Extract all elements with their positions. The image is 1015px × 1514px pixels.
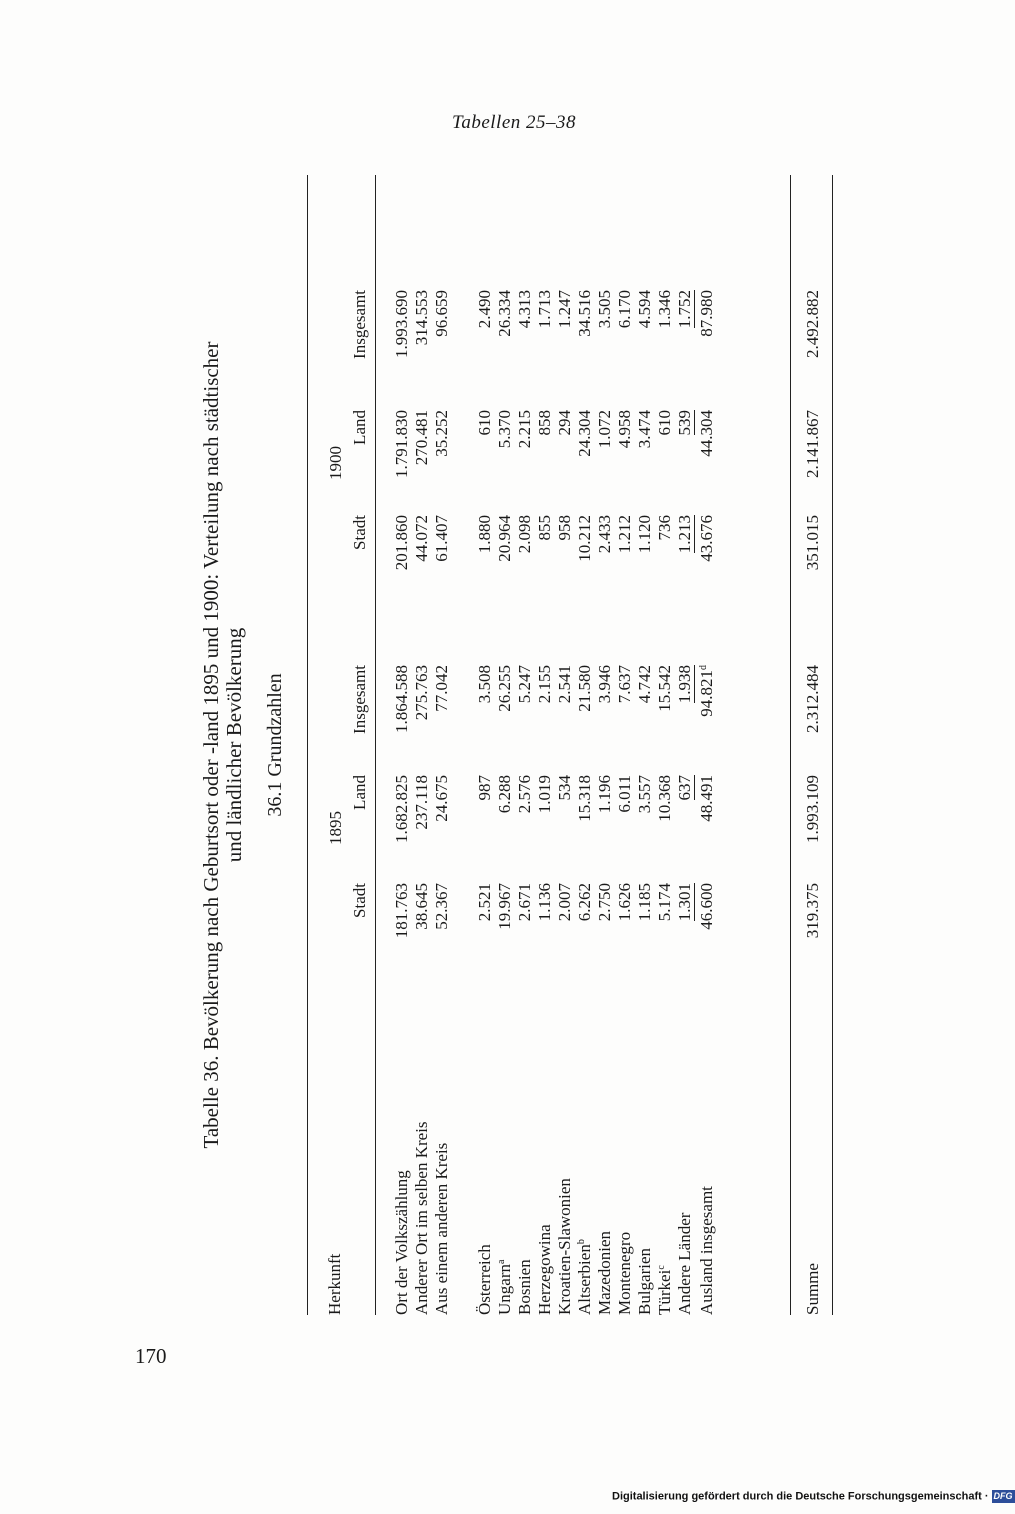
cell-value: 26.334 — [495, 290, 514, 337]
column-header-land: Land — [350, 775, 369, 810]
cell-value: 4.742 — [635, 665, 654, 704]
cell-value: 6.170 — [615, 290, 634, 329]
row-label — [635, 1248, 655, 1315]
cell-value: 2.007 — [555, 883, 574, 922]
cell-value: 6.011 — [615, 775, 634, 813]
cell-value: 1.213 — [675, 515, 694, 554]
cell-value: 7.637 — [615, 665, 634, 704]
cell-value: 15.318 — [575, 775, 594, 822]
year-header-1895: 1895 — [326, 811, 345, 845]
cell-value: 1.626 — [615, 883, 634, 922]
cell-value: 1.346 — [655, 290, 674, 329]
table-cell — [655, 665, 675, 765]
table-cell — [495, 290, 515, 390]
footnote-marker: c — [656, 1265, 667, 1270]
row-label-text: Anderer Ort im selben Kreis — [412, 1121, 431, 1315]
cell-value: 77.042 — [432, 665, 451, 712]
table-cell — [475, 290, 495, 390]
cell-value: 5.370 — [495, 410, 514, 449]
cell-value: 61.407 — [432, 515, 451, 562]
cell-value: 15.542 — [655, 665, 674, 712]
cell-value: 1.301 — [675, 883, 694, 922]
row-label-text: Mazedonien — [595, 1230, 614, 1315]
table-cell — [495, 665, 515, 765]
cell-value: 94.821 — [697, 670, 716, 717]
cell-value: 6.288 — [495, 775, 514, 814]
total-cell: 2.312.484 — [803, 665, 822, 733]
cell-value: 2.098 — [515, 515, 534, 554]
table-cell — [615, 515, 635, 615]
cell-value: 87.980 — [697, 290, 716, 337]
table-cell — [675, 290, 695, 390]
table-cell — [655, 290, 675, 390]
cell-value: 1.880 — [475, 515, 494, 554]
cell-value: 38.645 — [412, 883, 431, 930]
cell-value: 43.676 — [697, 515, 716, 562]
cell-value: 858 — [535, 410, 554, 436]
column-header-stadt: Stadt — [350, 515, 369, 550]
header-rule — [375, 175, 376, 1315]
table-cell — [432, 665, 452, 765]
table-cell — [495, 883, 515, 983]
table-cell — [515, 775, 535, 875]
pre-total-rule — [790, 175, 791, 1315]
cell-value: 6.262 — [575, 883, 594, 922]
cell-value: 2.433 — [595, 515, 614, 554]
table-title-line2: und ländlicher Bevölkerung — [222, 627, 246, 863]
cell-value: 237.118 — [412, 775, 431, 830]
table-cell — [515, 883, 535, 983]
cell-value: 2.750 — [595, 883, 614, 922]
cell-value: 201.860 — [392, 515, 411, 571]
table-cell — [515, 410, 535, 510]
running-header: Tabellen 25–38 — [452, 112, 576, 133]
cell-value: 5.174 — [655, 883, 674, 922]
table-cell — [535, 665, 555, 765]
total-cell: 1.993.109 — [803, 775, 822, 843]
cell-value: 736 — [655, 515, 674, 541]
row-label-text: Türkei — [655, 1269, 674, 1315]
cell-value: 24.675 — [432, 775, 451, 822]
cell-value: 44.304 — [697, 410, 716, 457]
cell-value: 1.791.830 — [392, 410, 411, 478]
table-cell — [475, 410, 495, 510]
footer-text: Digitalisierung gefördert durch die Deutsche Forschungsgemeinschaft · — [612, 1490, 989, 1503]
table-cell — [475, 665, 495, 765]
table-cell — [575, 665, 595, 765]
cell-value: 1.752 — [675, 290, 694, 329]
row-label — [555, 1178, 575, 1315]
table-cell — [495, 775, 515, 875]
footnote-marker: b — [576, 1239, 587, 1245]
table-cell — [595, 883, 615, 983]
table-cell — [697, 883, 717, 983]
table-cell — [392, 883, 412, 983]
year-header-1900: 1900 — [326, 446, 345, 480]
cell-value: 610 — [655, 410, 674, 436]
table-cell — [392, 410, 412, 510]
dfg-logo: DFG — [993, 1491, 1013, 1501]
table-cell — [655, 883, 675, 983]
cell-value: 10.368 — [655, 775, 674, 822]
row-label — [615, 1232, 635, 1315]
cell-value: 1.120 — [635, 515, 654, 554]
table-cell — [675, 410, 695, 510]
table-cell — [615, 883, 635, 983]
row-label-text: Aus einem anderen Kreis — [432, 1142, 451, 1315]
cell-value: 26.255 — [495, 665, 514, 712]
cell-value: 4.958 — [615, 410, 634, 449]
row-label — [535, 1224, 555, 1315]
cell-value: 1.136 — [535, 883, 554, 922]
cell-value: 3.505 — [595, 290, 614, 329]
table-cell — [392, 665, 412, 765]
table-cell — [675, 883, 695, 983]
cell-value: 1.072 — [595, 410, 614, 449]
cell-value: 48.491 — [697, 775, 716, 822]
cell-value: 96.659 — [432, 290, 451, 337]
row-label-text: Andere Länder — [675, 1212, 694, 1315]
row-label-text: Ausland insgesamt — [697, 1186, 716, 1315]
table-cell — [432, 775, 452, 875]
table-cell — [655, 515, 675, 615]
table-cell — [675, 775, 695, 875]
rotated-table-page — [200, 165, 840, 1315]
cell-value: 181.763 — [392, 883, 411, 939]
cell-value: 52.367 — [432, 883, 451, 930]
table-cell — [535, 410, 555, 510]
cell-value: 3.508 — [475, 665, 494, 704]
bottom-rule — [832, 175, 833, 1315]
table-title-line1: Tabelle 36. Bevölkerung nach Geburtsort oder -land 1895 und 1900: Verteilung nach städtischer — [199, 341, 223, 1149]
cell-value: 534 — [555, 775, 574, 801]
cell-value: 34.516 — [575, 290, 594, 337]
cell-value: 539 — [675, 410, 694, 436]
table-cell — [615, 290, 635, 390]
table-cell — [697, 775, 717, 875]
table-cell — [555, 775, 575, 875]
table-cell — [432, 515, 452, 615]
total-cell: 2.492.882 — [803, 290, 822, 358]
footnote-marker: a — [496, 1259, 507, 1265]
table-cell — [412, 775, 432, 875]
row-label — [675, 1213, 695, 1315]
table-cell — [475, 515, 495, 615]
table-cell — [697, 290, 717, 390]
footnote-marker: d — [698, 665, 709, 670]
table-cell — [635, 290, 655, 390]
table-cell — [555, 883, 575, 983]
table-cell — [535, 515, 555, 615]
cell-value: 1.247 — [555, 290, 574, 329]
cell-value: 2.671 — [515, 883, 534, 922]
cell-value: 314.553 — [412, 290, 431, 346]
table-cell — [432, 410, 452, 510]
table-cell — [555, 410, 575, 510]
row-label — [392, 1170, 412, 1315]
cell-value: 4.313 — [515, 290, 534, 329]
table-cell — [697, 410, 717, 510]
cell-value: 2.541 — [555, 665, 574, 704]
table-cell — [392, 515, 412, 615]
table-cell — [412, 410, 432, 510]
table-cell — [575, 883, 595, 983]
row-label-text: Ungarn — [495, 1264, 514, 1315]
table-cell — [675, 665, 695, 765]
table-cell — [635, 883, 655, 983]
row-label — [495, 1260, 515, 1315]
cell-value: 1.212 — [615, 515, 634, 554]
cell-value: 1.185 — [635, 883, 654, 922]
table-cell — [495, 410, 515, 510]
table-cell — [635, 665, 655, 765]
table-cell — [575, 515, 595, 615]
table-cell — [535, 290, 555, 390]
cell-value: 21.580 — [575, 665, 594, 712]
table-cell — [475, 883, 495, 983]
cell-value: 855 — [535, 515, 554, 541]
cell-value: 2.490 — [475, 290, 494, 329]
table-cell — [615, 775, 635, 875]
table-cell — [575, 410, 595, 510]
table-cell — [595, 665, 615, 765]
row-label-text: Herzegowina — [535, 1224, 554, 1315]
table-cell — [595, 290, 615, 390]
row-label-text: Bosnien — [515, 1259, 534, 1315]
cell-value: 1.713 — [535, 290, 554, 329]
table-cell — [697, 515, 717, 615]
table-cell — [392, 775, 412, 875]
cell-value: 3.946 — [595, 665, 614, 704]
table-cell — [555, 665, 575, 765]
cell-value: 4.594 — [635, 290, 654, 329]
table-cell — [635, 410, 655, 510]
table-cell — [615, 410, 635, 510]
table-cell — [495, 515, 515, 615]
table-cell — [535, 883, 555, 983]
column-header-insgesamt: Insgesamt — [350, 290, 369, 359]
table-title — [200, 175, 246, 1315]
column-header-insgesamt: Insgesamt — [350, 665, 369, 734]
cell-value: 987 — [475, 775, 494, 801]
cell-value: 1.864.588 — [392, 665, 411, 733]
table-cell — [655, 410, 675, 510]
row-label-text: Österreich — [475, 1244, 494, 1315]
row-label-text: Montenegro — [615, 1231, 634, 1315]
table-cell — [412, 515, 432, 615]
cell-value: 1.682.825 — [392, 775, 411, 843]
row-label-text: Altserbien — [575, 1244, 594, 1315]
column-header-herkunft: Herkunft — [325, 1253, 344, 1315]
row-label — [432, 1143, 452, 1315]
cell-value: 3.557 — [635, 775, 654, 814]
cell-value: 610 — [475, 410, 494, 436]
table-cell — [635, 515, 655, 615]
cell-value: 1.196 — [595, 775, 614, 814]
cell-value: 1.993.690 — [392, 290, 411, 358]
table-cell — [515, 290, 535, 390]
cell-value: 270.481 — [412, 410, 431, 466]
row-label — [515, 1259, 535, 1315]
table-cell — [595, 515, 615, 615]
table-cell — [535, 775, 555, 875]
cell-value: 275.763 — [412, 665, 431, 721]
cell-value: 1.938 — [675, 665, 694, 704]
table-cell — [615, 665, 635, 765]
row-label — [595, 1231, 615, 1315]
table-cell — [515, 665, 535, 765]
table-cell — [515, 515, 535, 615]
row-label — [697, 1186, 717, 1315]
table-subtitle: 36.1 Grundzahlen — [264, 673, 286, 817]
cell-value: 2.155 — [535, 665, 554, 704]
total-cell: 351.015 — [803, 515, 822, 571]
row-label — [655, 1265, 675, 1315]
table-cell — [575, 290, 595, 390]
table-cell — [555, 290, 575, 390]
table-cell — [392, 290, 412, 390]
table-cell — [412, 883, 432, 983]
cell-value: 10.212 — [575, 515, 594, 562]
table-cell — [655, 775, 675, 875]
table-cell — [595, 410, 615, 510]
table-cell — [697, 665, 717, 765]
cell-value: 2.576 — [515, 775, 534, 814]
row-label — [475, 1244, 495, 1315]
column-header-land: Land — [350, 410, 369, 445]
total-row-label: Summe — [803, 1263, 822, 1315]
row-label-text: Kroatien-Slawonien — [555, 1178, 574, 1315]
cell-value: 35.252 — [432, 410, 451, 457]
cell-value: 637 — [675, 775, 694, 801]
cell-value: 1.019 — [535, 775, 554, 814]
row-label — [412, 1121, 432, 1315]
page-number: 170 — [135, 1344, 167, 1368]
cell-value: 46.600 — [697, 883, 716, 930]
cell-value: 5.247 — [515, 665, 534, 704]
cell-value: 20.964 — [495, 515, 514, 562]
row-label-text: Bulgarien — [635, 1247, 654, 1315]
row-label-text: Ort der Volkszählung — [392, 1170, 411, 1315]
footer-credit — [612, 1490, 1015, 1503]
cell-value: 294 — [555, 410, 574, 436]
cell-value: 24.304 — [575, 410, 594, 457]
table-cell — [595, 775, 615, 875]
table-cell — [412, 665, 432, 765]
cell-value: 2.215 — [515, 410, 534, 449]
total-cell: 319.375 — [803, 883, 822, 939]
total-cell: 2.141.867 — [803, 410, 822, 478]
table-cell — [432, 290, 452, 390]
table-cell — [635, 775, 655, 875]
table-cell — [575, 775, 595, 875]
cell-value: 958 — [555, 515, 574, 541]
table-cell — [675, 515, 695, 615]
row-label — [575, 1239, 595, 1315]
table-cell — [412, 290, 432, 390]
table-cell — [555, 515, 575, 615]
cell-value: 2.521 — [475, 883, 494, 922]
top-rule — [307, 175, 308, 1315]
table-cell — [432, 883, 452, 983]
cell-value: 3.474 — [635, 410, 654, 449]
table-cell — [475, 775, 495, 875]
cell-value: 19.967 — [495, 883, 514, 930]
cell-value: 44.072 — [412, 515, 431, 562]
column-header-stadt: Stadt — [350, 883, 369, 918]
